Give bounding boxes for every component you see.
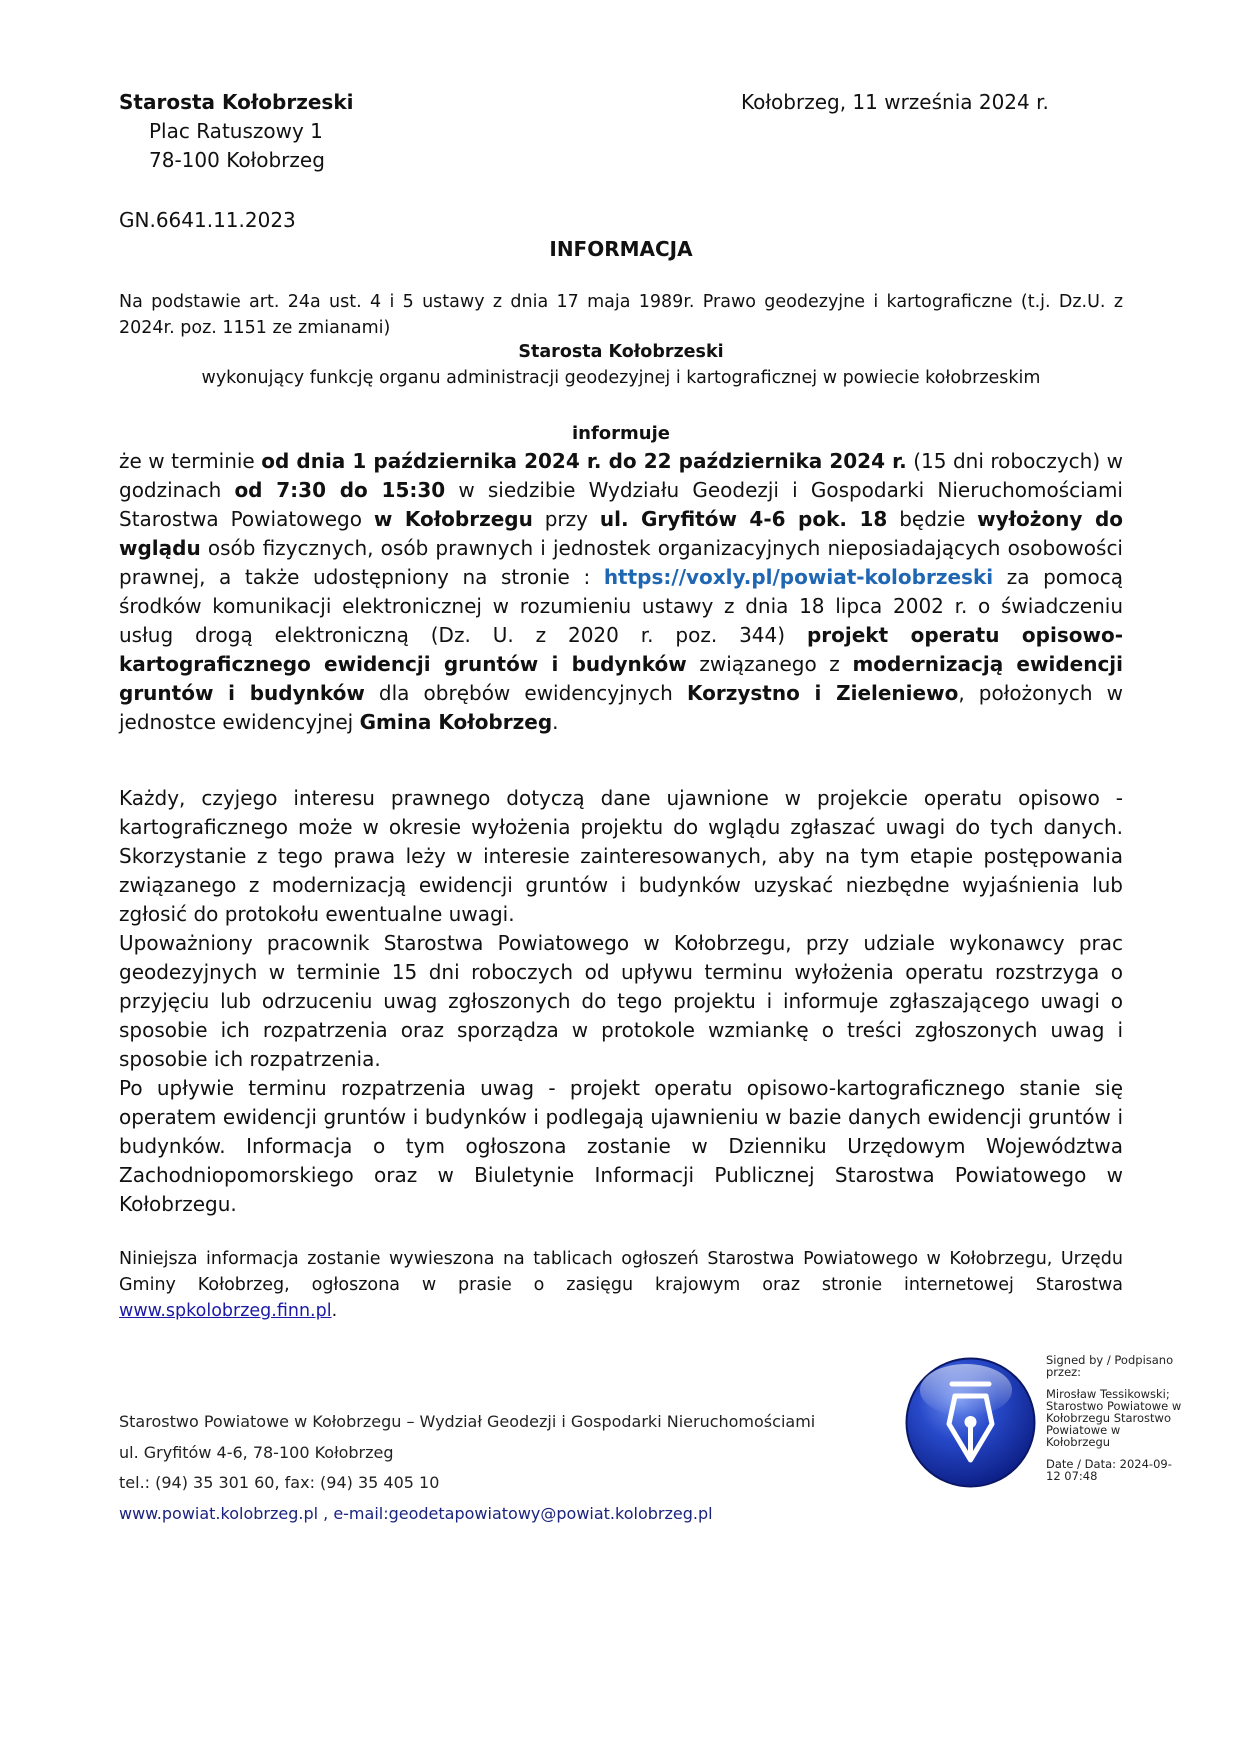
paragraph: Każdy, czyjego interesu prawnego dotyczą dane ujawnione w projekcie operatu opisowo - kartograficznego może w okresie wyłożenia projektu do wglądu zgłaszać uwagi do tych danych. Skorzystanie z tego prawa leży w interesie zainteresowanych, aby na tym etapie postępowania związanego z modernizacją ewidencji gruntów i budynków uzyskać niezbędne wyjaśnienia lub zgłosić do protokołu ewentualne uwagi. [119, 786, 1123, 926]
legal-basis: Na podstawie art. 24a ust. 4 i 5 ustawy z dnia 17 maja 1989r. Prawo geodezyjne i kartograficzne (t.j. Dz.U. z 2024r. poz. 1151 ze zmianami) [119, 292, 1123, 338]
paragraph: Upoważniony pracownik Starostwa Powiatowego w Kołobrzegu, przy udziale wykonawcy prac geodezyjnych w terminie 15 dni roboczych od upływu terminu wyłożenia operatu rozstrzyga o przyjęciu lub odrzuceniu uwag zgłoszonych do tego projektu i informuje zgłaszającego uwagi o sposobie ich rozpatrzenia oraz sporządza w protokole wzmiankę o treści zgłoszonych uwag i sposobie ich rozpatrzenia. [119, 931, 1123, 1071]
precincts-name: Korzystno i Zieleniewo [686, 681, 959, 705]
main-text: że w terminie [119, 449, 262, 473]
online-url-link[interactable]: https://voxly.pl/powiat-kolobrzeski [603, 565, 994, 589]
office-hours: od 7:30 do 15:30 [234, 478, 446, 502]
reference-number: GN.6641.11.2023 [119, 208, 296, 232]
main-text: . [552, 710, 559, 734]
modernization-name: modernizacją ewidencji gruntów i budynków [119, 652, 1124, 705]
location-address: ul. Gryfitów 4-6 pok. 18 [599, 507, 888, 531]
main-announcement [119, 447, 1123, 737]
posting-notice [119, 1246, 1123, 1324]
display-notice: wyłożony do wglądu [119, 507, 1123, 560]
main-text: będzie [887, 507, 978, 531]
main-text: przy [532, 507, 600, 531]
footer-web-email: www.powiat.kolobrzeg.pl , e-mail:geodetapowiatowy@powiat.kolobrzeg.pl [119, 1503, 713, 1523]
document-date: Kołobrzeg, 11 września 2024 r. [741, 90, 1049, 114]
sender-name: Starosta Kołobrzeski [119, 90, 354, 114]
project-name: projekt operatu opisowo-kartograficznego ewidencji gruntów i budynków [119, 623, 1123, 676]
sender-block [119, 88, 353, 175]
main-text: w siedzibie Wydziału Geodezji i Gospodarki Nieruchomościami Starostwa Powiatowego [119, 478, 1123, 531]
paragraph: Po upływie terminu rozpatrzenia uwag - projekt operatu opisowo-kartograficznego stanie się operatem ewidencji gruntów i budynków i podlegają ujawnieniu w bazie danych ewidencji gruntów i budynków. Informacja o tym ogłoszona zostanie w Dzienniku Urzędowym Województwa Zachodniopomorskiego oraz w Biuletynie Informacji Publicznej Starostwa Powiatowego w Kołobrzegu. [119, 1076, 1123, 1216]
main-text: za pomocą środków komunikacji elektronicznej w rozumieniu ustawy z dnia 18 lipca 2002 r. o świadczeniu usług drogą elektroniczną (Dz. U. z 2020 r. poz. 344) [119, 565, 1123, 647]
sender-street: Plac Ratuszowy 1 [149, 119, 323, 143]
main-text: związanego z [686, 652, 853, 676]
footer-contact [119, 1407, 815, 1529]
footer-phone: tel.: (94) 35 301 60, fax: (94) 35 405 10 [119, 1473, 440, 1492]
main-text: (15 dni roboczych) w godzinach [119, 449, 1123, 502]
digital-signature-info [1046, 1354, 1186, 1482]
informs-heading: informuje [571, 423, 670, 444]
authority-block [119, 339, 1123, 391]
commune-name: Gmina Kołobrzeg [359, 710, 553, 734]
signer-name: Mirosław Tessikowski; Starostwo Powiatowe w Kołobrzegu Starostwo Powiatowe w Kołobrzegu [1046, 1387, 1182, 1449]
location-city: w Kołobrzegu [373, 507, 533, 531]
main-text: osób fizycznych, osób prawnych i jednostek organizacyjnych nieposiadających osobowości prawnej, a także udostępniony na stronie : [119, 536, 1123, 589]
authority-name: Starosta Kołobrzeski [518, 342, 724, 362]
signed-by-label: Signed by / Podpisano przez: [1046, 1353, 1174, 1379]
main-text: , położonych w jednostce ewidencyjnej [119, 681, 1123, 734]
body-paragraphs [119, 784, 1123, 1219]
footer-address: ul. Gryfitów 4-6, 78-100 Kołobrzeg [119, 1442, 394, 1462]
fountain-pen-nib-icon [904, 1356, 1037, 1489]
footer-office: Starostwo Powiatowe w Kołobrzegu – Wydział Geodezji i Gospodarki Nieruchomościami [119, 1412, 816, 1431]
sender-city: 78-100 Kołobrzeg [149, 148, 325, 172]
signature-date: Date / Data: 2024-09-12 07:48 [1046, 1457, 1172, 1483]
authority-role: wykonujący funkcję organu administracji geodezyjnej i kartograficznej w powiecie kołobrzeskim [201, 368, 1041, 388]
period-dates: od dnia 1 października 2024 r. do 22 października 2024 r. [261, 449, 907, 473]
document-title: INFORMACJA [549, 237, 693, 261]
main-text: dla obrębów ewidencyjnych [364, 681, 687, 705]
notice-end: . [331, 1301, 338, 1321]
notice-text: Niniejsza informacja zostanie wywieszona na tablicach ogłoszeń Starostwa Powiatowego w Kołobrzegu, Urzędu Gminy Kołobrzeg, ogłoszona w prasie o zasięgu krajowym oraz stronie internetowej Starostwa [119, 1249, 1123, 1295]
starostwo-website-link[interactable]: www.spkolobrzeg.finn.pl [119, 1301, 332, 1321]
